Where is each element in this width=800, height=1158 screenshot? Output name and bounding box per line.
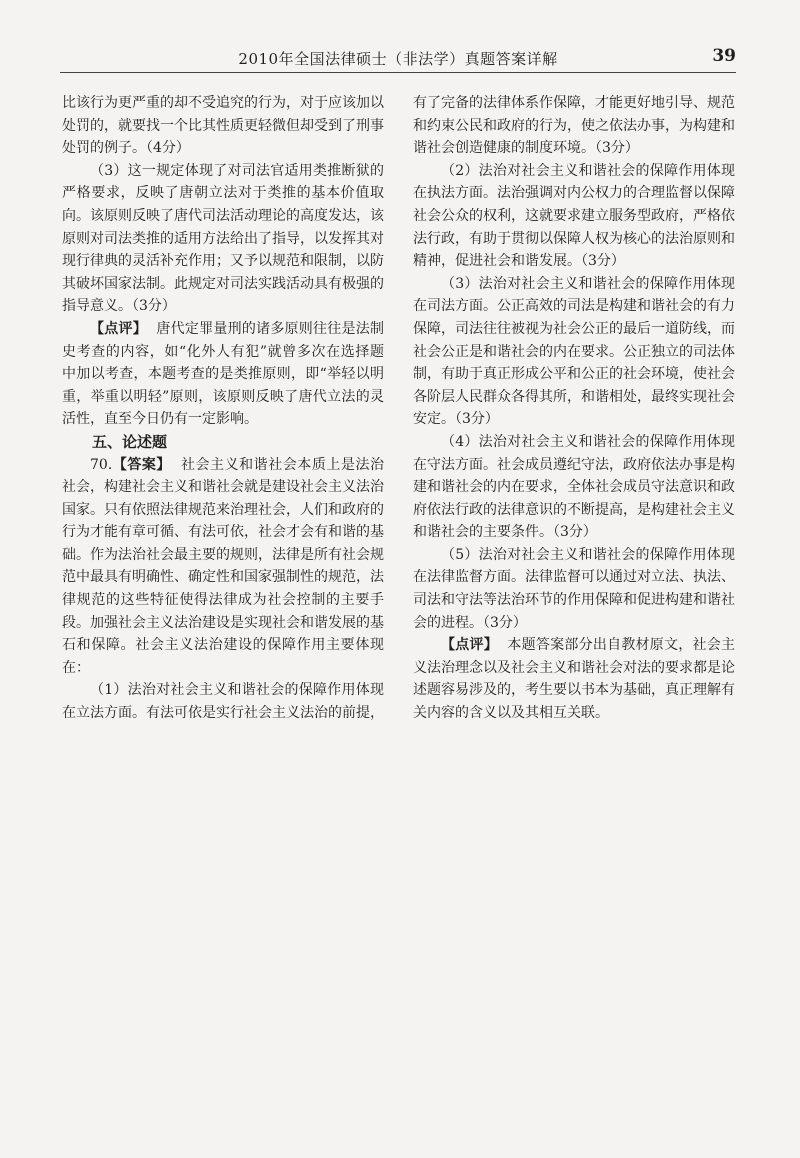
page-number: 39	[712, 46, 736, 66]
paragraph: （4）法治对社会主义和谐社会的保障作用体现在守法方面。社会成员遵纪守法，政府依法办事是构建和谐社会的内在要求，全体社会成员守法意识和政府依法行政的法律意识的不断提高，是构建社会主义和谐社会的主要条件。（3分）	[413, 433, 735, 541]
question-number: 70.	[90, 456, 113, 473]
paragraph: 有了完备的法律体系作保障，才能更好地引导、规范和约束公民和政府的行为，使之依法办事，为构建和谐社会创造健康的制度环境。（3分）	[413, 95, 735, 157]
paragraph: （3）这一规定体现了对司法官适用类推断狱的严格要求，反映了唐朝立法对于类推的基本价值取向。该原则反映了唐代司法活动理论的高度发达，该原则对司法类推的适用方法给出了指导，以发挥其对现行律典的灵活补充作用；又予以规范和限制，以防其破坏国家法制。此规定对司法实践活动具有极强的指导意义。（3分）	[62, 162, 384, 315]
comment-tag: 【点评】	[90, 320, 147, 337]
comment-text: 本题答案部分出自教材原文，社会主义法治理念以及社会主义和谐社会对法的要求都是论述题容易涉及的，考生要以书本为基础，真正理解有关内容的含义以及其相互关联。	[413, 637, 736, 722]
comment-paragraph	[413, 634, 735, 724]
page-header	[60, 44, 736, 73]
right-column	[413, 92, 735, 725]
paragraph: （3）法治对社会主义和谐社会的保障作用体现在司法方面。公正高效的司法是构建和谐社会的有力保障，司法往往被视为社会公正的最后一道防线，而社会公正是和谐社会的内在要求。公正独立的司法体制，有助于真正形成公平和公正的社会环境，使社会各阶层人民群众各得其所，和谐相处，最终实现社会安定。（3分）	[413, 275, 735, 428]
comment-paragraph	[62, 318, 384, 431]
header-title: 2010年全国法律硕士（非法学）真题答案详解	[238, 50, 558, 68]
paragraph: （1）法治对社会主义和谐社会的保障作用体现在立法方面。有法可依是实行社会主义法治的前提，	[62, 682, 384, 722]
comment-tag: 【点评】	[441, 637, 498, 654]
answer-tag: 【答案】	[112, 456, 171, 473]
comment-text: 唐代定罪量刑的诸多原则往往是法制史考查的内容，如“化外人有犯”就曾多次在选择题中加以考查，本题考查的是类推原则，即“举轻以明重，举重以明轻”原则，该原则反映了唐代立法的灵活性，直至今日仍有一定影响。	[62, 320, 385, 428]
paragraph: （2）法治对社会主义和谐社会的保障作用体现在执法方面。法治强调对内公权力的合理监督以保障社会公众的权利，这就要求建立服务型政府，严格依法行政，有助于贯彻以保障人权为核心的法治原则和精神，促进社会和谐发展。（3分）	[413, 162, 735, 270]
paragraph: （5）法治对社会主义和谐社会的保障作用体现在法律监督方面。法律监督可以通过对立法、执法、司法和守法等法治环节的作用保障和促进构建和谐社会的进程。（3分）	[413, 546, 735, 631]
section-heading: 五、论述题	[92, 432, 168, 451]
answer-paragraph	[62, 454, 384, 680]
answer-text: 社会主义和谐社会本质上是法治社会，构建社会主义和谐社会就是建设社会主义法治国家。只有依照法律规范来治理社会，人们和政府的行为才能有章可循、有法可依，社会才会有和谐的基础。作为法治社会最主要的规则，法律是所有社会规范中最具有明确性、确定性和国家强制性的规范，法律规范的这些特征使得法律成为社会控制的主要手段。加强社会主义法治建设是实现社会和谐发展的基石和保障。社会主义法治建设的保障作用主要体现在：	[62, 456, 385, 676]
paragraph: 比该行为更严重的却不受追究的行为，对于应该加以处罚的，就要找一个比其性质更轻微但却受到了刑事处罚的例子。（4分）	[62, 95, 384, 157]
left-column	[62, 92, 384, 725]
